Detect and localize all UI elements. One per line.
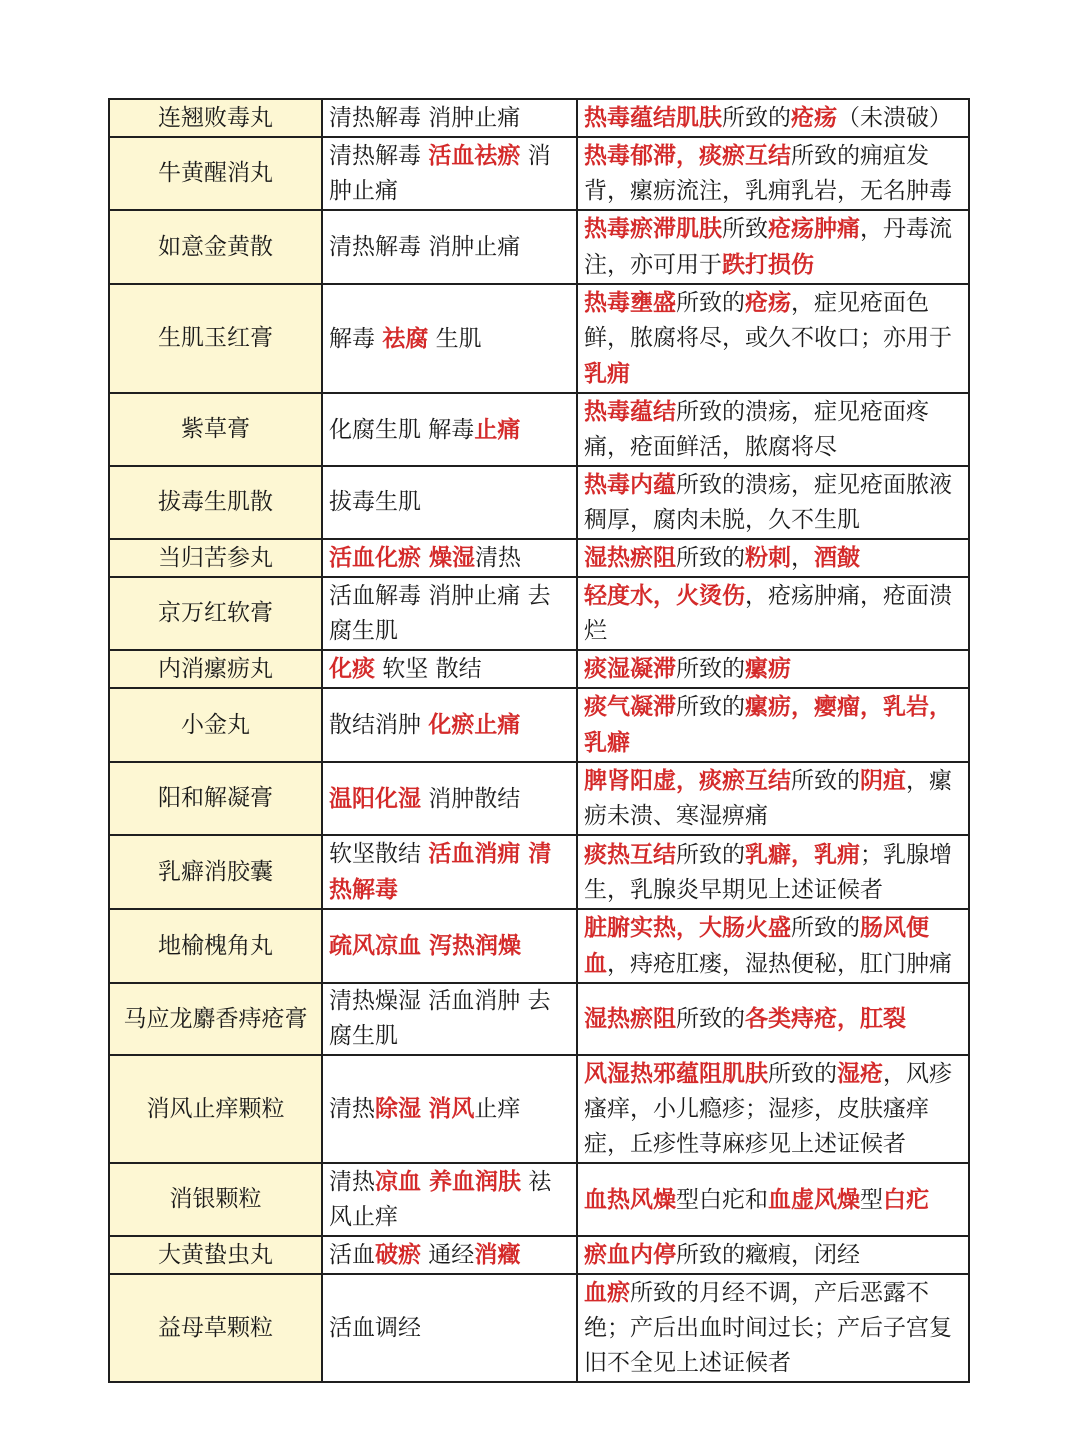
text-segment: 散结消肿 [329, 712, 429, 738]
text-segment: （未溃破） [837, 105, 952, 131]
text-segment: ，疮疡肿痛，疮面溃烂 [584, 583, 952, 644]
highlighted-text: 血热风燥 [584, 1185, 676, 1213]
text-segment: 软坚 散结 [375, 656, 482, 682]
text-segment: 所致的月经不调，产后恶露不绝；产后出血时间过长；产后子宫复旧不全见上述证候者 [584, 1280, 952, 1376]
text-segment: 活血 [329, 1242, 375, 1268]
text-segment: 所致的 [676, 694, 745, 720]
text-segment: ，丹毒流注，亦可用于 [584, 216, 952, 278]
table-row [109, 835, 969, 909]
text-segment: 化腐生肌 解毒 [329, 416, 475, 443]
text-segment: 所致的癥瘕，闭经 [676, 1242, 860, 1268]
effect-cell [322, 1236, 577, 1274]
medicine-name: 阳和解凝膏 [109, 762, 322, 835]
medicine-name: 消风止痒颗粒 [109, 1055, 322, 1163]
effect-cell [322, 466, 577, 539]
medicine-name: 小金丸 [109, 688, 322, 762]
text-segment: 活血调经 [329, 1314, 421, 1341]
medicine-name: 益母草颗粒 [109, 1274, 322, 1382]
highlighted-text: 祛腐 [382, 324, 429, 352]
indication-cell [577, 650, 969, 688]
medicine-name: 内消瘰疬丸 [109, 650, 322, 688]
highlighted-text: 酒皶 [814, 544, 860, 571]
text-segment: 所致的 [676, 1006, 745, 1032]
indication-cell [577, 909, 969, 983]
highlighted-text: 白疕 [883, 1185, 929, 1213]
medicine-name: 大黄蛰虫丸 [109, 1236, 322, 1274]
text-segment: 活血解毒 消肿止痛 去腐生肌 [329, 582, 551, 644]
highlighted-text: 跌打损伤 [722, 251, 814, 278]
indication-cell [577, 99, 969, 137]
text-segment: 清热 [329, 1096, 375, 1122]
medicine-name: 生肌玉红膏 [109, 284, 322, 393]
effect-cell [322, 1163, 577, 1236]
highlighted-text: 止痛 [474, 415, 521, 443]
medicine-table-body [109, 99, 969, 1382]
indication-cell [577, 1274, 969, 1382]
highlighted-text: 化痰 [329, 655, 375, 682]
highlighted-text: 除湿 [375, 1095, 421, 1122]
indication-cell [577, 762, 969, 835]
text-segment: 止痒 [474, 1096, 521, 1122]
effect-cell [322, 983, 577, 1055]
effect-cell [322, 762, 577, 835]
table-row [109, 393, 969, 466]
indication-cell [577, 1236, 969, 1274]
effect-cell [322, 210, 577, 284]
highlighted-text: 痰气凝滞 [584, 693, 676, 720]
medicine-name: 连翘败毒丸 [109, 99, 322, 137]
highlighted-text: 热毒瘀滞肌肤 [584, 215, 722, 242]
medicine-name: 乳癖消胶囊 [109, 835, 322, 909]
highlighted-text: 疮疡 [791, 104, 837, 131]
text-segment: 所致的 [676, 841, 745, 868]
highlighted-text: 血瘀 [584, 1279, 630, 1306]
text-segment: 所致的 [676, 545, 745, 571]
highlighted-text: 消癥 [474, 1241, 521, 1268]
highlighted-text: 血虚风燥 [768, 1185, 860, 1213]
text-segment: ，瘰疬未溃、寒湿痹痛 [584, 768, 952, 829]
table-row [109, 1055, 969, 1163]
highlighted-text: 脾肾阳虚，痰瘀互结 [584, 767, 791, 794]
highlighted-text: 乳癖，乳痈 [745, 840, 860, 868]
highlighted-text: 痰热互结 [584, 840, 676, 868]
medicine-name: 拔毒生肌散 [109, 466, 322, 539]
highlighted-text: 阴疽 [860, 767, 906, 794]
table-row [109, 1236, 969, 1274]
text-segment: 型 [860, 1186, 883, 1213]
highlighted-text: 疮疡 [745, 289, 791, 316]
highlighted-text: 湿热瘀阻 [584, 1005, 676, 1032]
medicine-name: 消银颗粒 [109, 1163, 322, 1236]
highlighted-text: 脏腑实热，大肠火盛 [584, 914, 791, 941]
text-segment: ，痔疮肛瘘，湿热便秘，肛门肿痛 [607, 951, 952, 977]
highlighted-text: 轻度水，火烫伤 [584, 582, 745, 609]
text-segment: 所致的痈疽发背，瘰疬流注，乳痈乳岩，无名肿毒 [584, 143, 952, 204]
text-segment: 所致的溃疡，症见疮面脓液稠厚，腐肉未脱，久不生肌 [584, 472, 952, 533]
table-row [109, 983, 969, 1055]
text-segment: 清热 [329, 1169, 375, 1195]
text-segment: 清热 [475, 545, 522, 571]
text-segment: 所致的 [676, 290, 745, 316]
text-segment: ，风疹瘙痒，小儿瘾疹；湿疹，皮肤瘙痒症，丘疹性荨麻疹见上述证候者 [584, 1061, 952, 1157]
text-segment: 解毒 [329, 325, 383, 352]
highlighted-text: 肠风便血 [584, 914, 929, 977]
table-row [109, 577, 969, 650]
highlighted-text: 活血祛瘀 [428, 142, 521, 169]
table-row [109, 99, 969, 137]
text-segment: 清热解毒 消肿止痛 [329, 104, 521, 131]
highlighted-text: 热毒郁滞，痰瘀互结 [584, 142, 791, 169]
text-segment: 型白疕和 [676, 1186, 768, 1213]
table-row [109, 1163, 969, 1236]
effect-cell [322, 835, 577, 909]
medicine-name: 京万红软膏 [109, 577, 322, 650]
text-segment: 所致 [722, 216, 768, 242]
table-row [109, 137, 969, 210]
table-row [109, 1274, 969, 1382]
effect-cell [322, 650, 577, 688]
highlighted-text: 活血消痈 清热解毒 [329, 840, 552, 903]
text-segment: 所致的 [722, 105, 791, 131]
text-segment: 所致的溃疡，症见疮面疼痛，疮面鲜活，脓腐将尽 [584, 399, 929, 460]
indication-cell [577, 284, 969, 393]
effect-cell [322, 577, 577, 650]
highlighted-text: 热毒蕴结 [584, 398, 676, 425]
effect-cell [322, 99, 577, 137]
medicine-name: 牛黄醒消丸 [109, 137, 322, 210]
medicine-name: 紫草膏 [109, 393, 322, 466]
highlighted-text: 各类痔疮，肛裂 [745, 1005, 906, 1032]
indication-cell [577, 393, 969, 466]
indication-cell [577, 210, 969, 284]
indication-cell [577, 688, 969, 762]
medicine-name: 当归苦参丸 [109, 539, 322, 577]
table-row [109, 650, 969, 688]
indication-cell [577, 835, 969, 909]
text-segment: 所致的 [768, 1061, 837, 1087]
highlighted-text: 粉刺 [745, 544, 791, 571]
effect-cell [322, 688, 577, 762]
table-row [109, 466, 969, 539]
medicine-name: 如意金黄散 [109, 210, 322, 284]
effect-cell [322, 1055, 577, 1163]
highlighted-text: 破瘀 [375, 1241, 421, 1268]
highlighted-text: 痰湿 [584, 655, 630, 682]
table-row [109, 539, 969, 577]
text-segment: 所致的 [791, 915, 860, 941]
highlighted-text: 疏风凉血 泻热润燥 [329, 932, 522, 959]
highlighted-text: 凉血 养血润肤 [375, 1168, 522, 1195]
effect-cell [322, 137, 577, 210]
medicine-table [108, 98, 970, 1383]
highlighted-text: 消风 [428, 1095, 475, 1122]
indication-cell [577, 539, 969, 577]
indication-cell [577, 137, 969, 210]
medicine-name: 马应龙麝香痔疮膏 [109, 983, 322, 1055]
indication-cell [577, 577, 969, 650]
text-segment: ；乳腺增生，乳腺炎早期见上述证候者 [584, 841, 952, 903]
highlighted-text: 瘰疬 [745, 655, 791, 682]
highlighted-text: 疮疡肿痛 [768, 215, 860, 242]
table-row [109, 210, 969, 284]
effect-cell [322, 1274, 577, 1382]
highlighted-text: 瘀血内停 [584, 1241, 676, 1268]
text-segment: ，症见疮面色鲜，脓腐将尽，或久不收口；亦用于 [584, 290, 952, 351]
text-segment: 拔毒生肌 [329, 489, 421, 515]
medicine-name: 地榆槐角丸 [109, 909, 322, 983]
highlighted-text: 湿热瘀阻 [584, 544, 676, 571]
text-segment: 祛风止痒 [329, 1169, 552, 1230]
text-segment: 清热解毒 消肿止痛 [329, 233, 521, 260]
text-segment: 所致的 [791, 768, 860, 794]
text-segment: 消肿止痛 [329, 143, 551, 204]
indication-cell [577, 983, 969, 1055]
effect-cell [322, 539, 577, 577]
highlighted-text: 热毒内蕴 [584, 471, 676, 498]
highlighted-text: 热毒壅盛 [584, 289, 676, 316]
effect-cell [322, 393, 577, 466]
text-segment: 清热解毒 [329, 143, 429, 169]
highlighted-text: 化瘀止痛 [428, 711, 521, 738]
highlighted-text: 乳痈 [584, 360, 630, 387]
highlighted-text: 湿疮 [837, 1060, 883, 1087]
text-segment: 生肌 [428, 325, 482, 352]
highlighted-text: 活血化瘀 燥湿 [329, 544, 476, 571]
table-row [109, 688, 969, 762]
indication-cell [577, 466, 969, 539]
text-segment: 清热燥湿 活血消肿 去腐生肌 [329, 988, 551, 1049]
text-segment: 所致的 [676, 656, 745, 682]
highlighted-text: 温阳化湿 [329, 784, 421, 812]
effect-cell [322, 909, 577, 983]
highlighted-text: 风湿热邪蕴阻肌肤 [584, 1060, 768, 1087]
table-row [109, 762, 969, 835]
highlighted-text: 瘰疬，瘿瘤，乳岩，乳癖 [584, 693, 952, 756]
indication-cell [577, 1163, 969, 1236]
text-segment: 软坚散结 [329, 841, 429, 867]
table-row [109, 909, 969, 983]
text-segment: ， [791, 545, 814, 571]
table-row [109, 284, 969, 393]
highlighted-text: 热毒蕴结肌肤 [584, 104, 722, 131]
highlighted-text: 凝滞 [630, 655, 676, 682]
text-segment: 消肿散结 [421, 785, 521, 812]
effect-cell [322, 284, 577, 393]
text-segment: 通经 [421, 1242, 475, 1268]
indication-cell [577, 1055, 969, 1163]
